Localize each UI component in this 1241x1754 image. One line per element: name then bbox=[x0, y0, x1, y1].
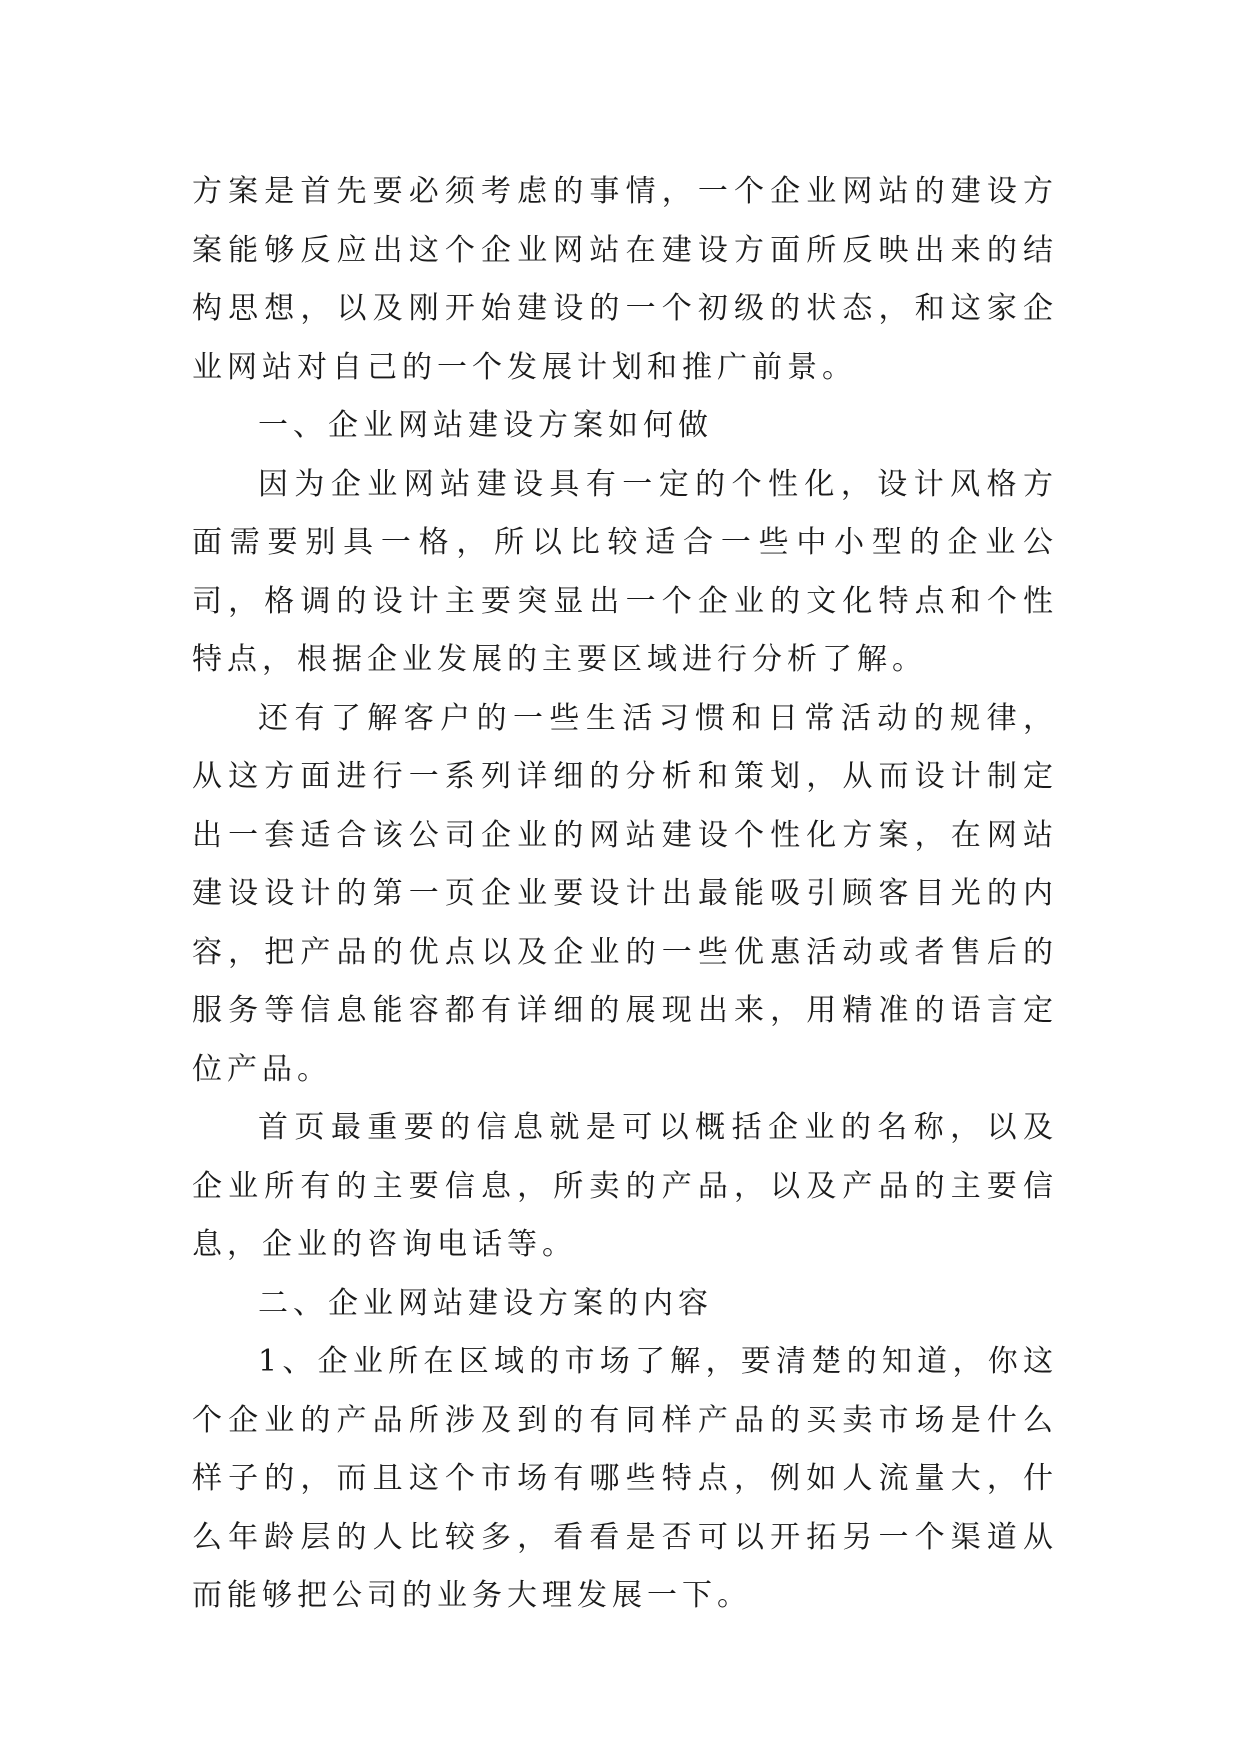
document-body bbox=[192, 163, 1058, 1626]
paragraph-market-research: 1、企业所在区域的市场了解，要清楚的知道，你这个企业的产品所涉及到的有同样产品的买卖市场是什么样子的，而且这个市场有哪些特点，例如人流量大，什么年龄层的人比较多，看看是否可以开拓另一个渠道从而能够把公司的业务大理发展一下。 bbox=[192, 1344, 1058, 1613]
section-heading-2: 二、企业网站建设方案的内容 bbox=[258, 1285, 713, 1321]
section-heading-1: 一、企业网站建设方案如何做 bbox=[258, 408, 713, 443]
paragraph-homepage-info: 首页最重要的信息就是可以概括企业的名称，以及企业所有的主要信息，所卖的产品，以及产品的主要信息，企业的咨询电话等。 bbox=[192, 1110, 1058, 1262]
paragraph-customer-analysis: 还有了解客户的一些生活习惯和日常活动的规律，从这方面进行一系列详细的分析和策划，从而设计制定出一套适合该公司企业的网站建设个性化方案，在网站建设设计的第一页企业要设计出最能吸引顾客目光的内容，把产品的优点以及企业的一些优惠活动或者售后的服务等信息能容都有详细的展现出来，用精准的语言定位产品。 bbox=[192, 700, 1058, 1087]
paragraph-personalization: 因为企业网站建设具有一定的个性化，设计风格方面需要别具一格，所以比较适合一些中小型的企业公司，格调的设计主要突显出一个企业的文化特点和个性特点，根据企业发展的主要区域进行分析了解。 bbox=[192, 466, 1058, 677]
paragraph-intro: 方案是首先要必须考虑的事情，一个企业网站的建设方案能够反应出这个企业网站在建设方面所反映出来的结构思想，以及刚开始建设的一个初级的状态，和这家企业网站对自己的一个发展计划和推广前景。 bbox=[192, 174, 1058, 385]
